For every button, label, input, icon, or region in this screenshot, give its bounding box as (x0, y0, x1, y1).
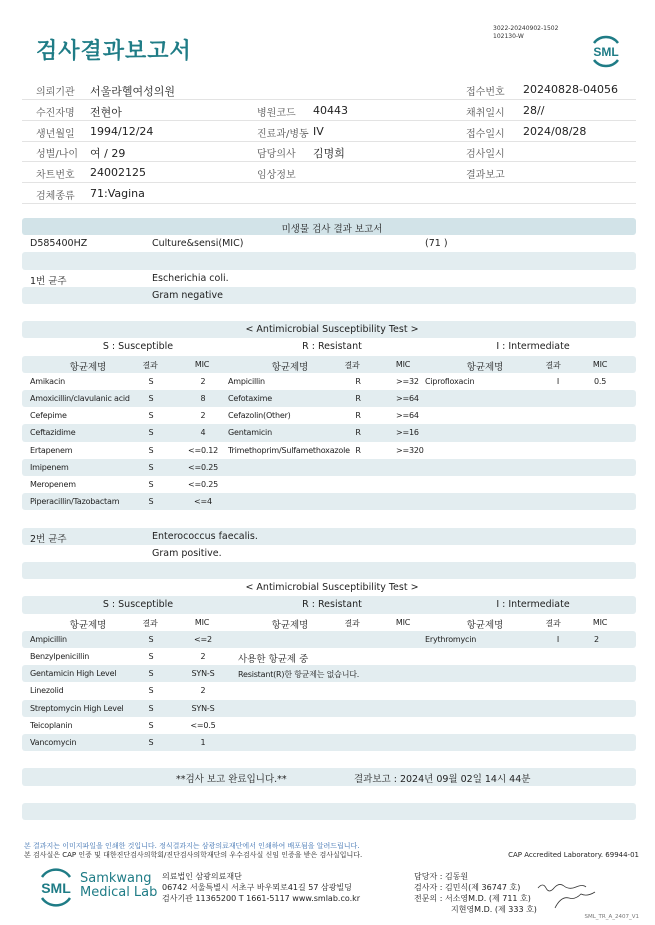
test-number: (71 ) (425, 238, 448, 250)
mic-value: 2 (594, 634, 599, 644)
test-row (22, 235, 636, 252)
doc-code-2: 102130-W (493, 33, 524, 40)
susceptibility-result: I (556, 634, 560, 644)
address-line: 의료법인 삼광의료재단 (162, 872, 242, 881)
note-text: Resistant(R)한 항균제는 없습니다. (238, 670, 360, 680)
field-label: 검사일시 (466, 149, 505, 161)
column-header-mic: MIC (194, 359, 210, 369)
susceptibility-result: S (148, 428, 154, 438)
ast-table-row (22, 734, 636, 751)
svg-text:SML: SML (593, 45, 619, 59)
mic-value: >=16 (396, 428, 419, 438)
field-value: 20240828-04056 (523, 83, 618, 96)
test-code: D585400HZ (30, 238, 88, 250)
isolate-label: 2번 균주 (30, 533, 67, 545)
susceptibility-result: S (148, 445, 154, 455)
column-header-mic: MIC (395, 617, 411, 627)
field-label: 의뢰기관 (36, 87, 75, 98)
column-header-drug: 항균제명 (69, 361, 107, 373)
susceptibility-result: S (148, 634, 154, 644)
drug-name: Piperacillin/Tazobactam (30, 497, 120, 507)
susceptibility-result: R (355, 394, 361, 403)
info-row (22, 79, 636, 100)
address-block (162, 871, 360, 904)
field-label: 결과보고 (466, 170, 505, 182)
column-header-result: 결과 (344, 360, 360, 370)
ast-table-row (22, 424, 636, 441)
spacer-row (22, 803, 636, 820)
susceptibility-result: S (148, 686, 154, 696)
ast-table-row (22, 407, 636, 424)
drug-name: Ciprofloxacin (425, 376, 475, 386)
sml-logo-icon (588, 33, 624, 69)
mic-value: 0.5 (594, 376, 607, 386)
form-code: SML_TR_A_2407_V1 (584, 914, 639, 920)
mic-value: 4 (200, 428, 206, 438)
ast-column-header (22, 356, 636, 373)
ast-column-header (22, 614, 636, 631)
drug-name: Vancomycin (30, 738, 77, 747)
mic-value: <=0.12 (187, 445, 219, 455)
staff-block (414, 871, 537, 915)
mic-value: SYN-S (191, 703, 215, 713)
notice-image: 본 결과지는 이미지파일을 인쇄한 것입니다. 정식결과지는 삼광의료재단에서 인쇄하여 배포됨을 알려드립니다. (24, 842, 360, 850)
susceptibility-result: R (355, 445, 361, 455)
column-header-drug: 항균제명 (271, 361, 309, 373)
column-header-drug: 항균제명 (466, 361, 504, 373)
susceptibility-result: R (355, 376, 361, 386)
mic-value: >=64 (396, 394, 419, 403)
field-value: IV (313, 124, 324, 138)
field-value: 40443 (313, 103, 348, 117)
field-value: 전현아 (90, 105, 122, 119)
drug-name: Cefazolin(Other) (228, 411, 291, 421)
ast-table-row (22, 476, 636, 493)
mic-value: >=64 (396, 411, 419, 421)
organism-name: Escherichia coli. (152, 272, 229, 284)
drug-name: Erythromycin (425, 634, 477, 644)
gram-row (22, 545, 636, 562)
drug-name: Ertapenem (30, 445, 73, 455)
column-header-mic: MIC (592, 359, 608, 369)
field-value: 24002125 (90, 166, 146, 180)
column-header-drug: 항균제명 (69, 619, 107, 631)
mic-value: 2 (200, 652, 206, 661)
mic-value: 2 (200, 686, 206, 696)
column-header-drug: 항균제명 (271, 619, 309, 631)
column-header-mic: MIC (395, 359, 411, 369)
drug-name: Amikacin (30, 376, 65, 386)
ast-title: < Antimicrobial Susceptibility Test > (245, 582, 419, 594)
ast-table-row (22, 493, 636, 510)
field-label: 진료과/병동 (257, 128, 309, 140)
field-label: 임상정보 (257, 170, 296, 182)
brand-line-2: Medical Lab (80, 885, 158, 900)
spacer-row (22, 562, 636, 579)
brand-name (80, 872, 157, 900)
info-row (22, 162, 636, 183)
column-header-result: 결과 (142, 618, 158, 628)
column-header-drug: 항균제명 (466, 619, 504, 631)
drug-name: Teicoplanin (30, 720, 73, 730)
drug-name: Cefotaxime (228, 394, 272, 403)
signature-icon (535, 880, 605, 910)
susceptibility-result: S (148, 394, 154, 403)
susceptibility-result: S (148, 669, 154, 679)
spacer-row (22, 786, 636, 803)
susceptibility-result: S (148, 652, 154, 661)
gram-stain: Gram negative (152, 289, 223, 301)
drug-name: Amoxicillin/clavulanic acid (30, 394, 130, 403)
notice-cap: 본 검사실은 CAP 인증 및 대한진단검사의학회/진단검사의학재단의 우수검사실 신임 인증을 받은 검사실입니다. (24, 851, 363, 859)
mic-value: <=4 (194, 497, 212, 507)
isolate-row (22, 270, 636, 287)
field-label: 채취일시 (466, 107, 505, 119)
staff-line: 지현영M.D. (제 333 호) (451, 905, 537, 914)
spacer-row (22, 820, 636, 837)
column-header-mic: MIC (592, 617, 608, 627)
ast-table-row (22, 700, 636, 717)
field-label: 접수일시 (466, 128, 505, 140)
ast-title-row (22, 321, 636, 338)
susceptibility-result: S (148, 738, 154, 747)
legend-intermediate: I : Intermediate (496, 341, 570, 353)
field-label: 담당의사 (257, 149, 296, 161)
field-value: 28// (523, 103, 545, 117)
column-header-result: 결과 (344, 618, 360, 628)
page-title: 검사결과보고서 (36, 39, 192, 64)
drug-name: Ceftazidime (30, 428, 76, 438)
ast-title: < Antimicrobial Susceptibility Test > (245, 324, 419, 336)
test-name: Culture&sensi(MIC) (152, 238, 244, 250)
mic-value: <=2 (194, 634, 212, 644)
field-value: 71:Vagina (90, 187, 145, 200)
ast-table-row (22, 631, 636, 648)
ast-table-row (22, 682, 636, 699)
field-label: 검체종류 (36, 191, 75, 202)
legend-row (22, 596, 636, 613)
column-header-mic: MIC (194, 617, 210, 627)
cap-accreditation: CAP Accredited Laboratory. 69944-01 (508, 851, 639, 859)
spacer-row (22, 252, 636, 269)
field-value: 2024/08/28 (523, 124, 587, 138)
ast-table-row (22, 373, 636, 390)
doc-code (493, 25, 558, 41)
legend-row (22, 338, 636, 355)
sml-footer-logo-icon (36, 866, 76, 908)
report-complete: **검사 보고 완료입니다.** (176, 774, 287, 786)
field-value: 김명희 (313, 147, 345, 161)
field-label: 병원코드 (257, 107, 296, 119)
field-label: 접수번호 (466, 87, 505, 98)
gram-row (22, 287, 636, 304)
field-label: 차트번호 (36, 170, 75, 182)
staff-line: 담당자 : 김동원 (414, 872, 469, 881)
address-line: 검사기관 11365200 T 1661-5117 www.smlab.co.kr (162, 894, 361, 903)
ast-table-row (22, 717, 636, 734)
field-label: 수진자명 (36, 107, 75, 119)
drug-name: Trimethoprim/Sulfamethoxazole (228, 445, 350, 455)
svg-text:SML: SML (41, 880, 71, 896)
drug-name: Ampicillin (228, 376, 265, 386)
ast-table-row (22, 665, 636, 682)
drug-name: Cefepime (30, 411, 67, 421)
legend-susceptible: S : Susceptible (102, 341, 174, 353)
field-label: 성별/나이 (36, 149, 79, 161)
susceptibility-result: S (148, 720, 154, 730)
section-title: 미생물 검사 결과 보고서 (281, 224, 383, 235)
susceptibility-result: R (355, 428, 361, 438)
mic-value: >=320 (396, 445, 424, 455)
ast-table-row (22, 648, 636, 665)
mic-value: 2 (200, 411, 206, 421)
column-header-result: 결과 (142, 360, 158, 370)
brand-line-1: Samkwang (80, 871, 152, 886)
staff-line: 검사자 : 김민식(제 36747 호) (414, 883, 521, 892)
spacer-row (22, 751, 636, 768)
report-time: 결과보고 : 2024년 09월 02일 14시 44분 (354, 774, 531, 786)
legend-intermediate: I : Intermediate (496, 599, 570, 611)
info-row (22, 183, 636, 204)
drug-name: Benzylpenicillin (30, 652, 90, 661)
mic-value: <=0.25 (187, 480, 219, 489)
susceptibility-result: S (148, 497, 154, 507)
mic-value: 1 (200, 738, 206, 747)
field-label: 생년월일 (36, 128, 75, 140)
susceptibility-result: S (148, 376, 154, 386)
drug-name: Ampicillin (30, 634, 67, 644)
field-value: 여 / 29 (90, 147, 126, 161)
report-section-header (22, 218, 636, 235)
mic-value: <=0.5 (190, 720, 216, 730)
gram-stain: Gram positive. (152, 547, 222, 559)
drug-name: Gentamicin High Level (30, 669, 117, 679)
mic-value: <=0.25 (187, 462, 219, 472)
column-header-result: 결과 (545, 360, 561, 370)
completion-row (22, 768, 636, 785)
susceptibility-result: I (556, 376, 560, 386)
staff-line: 전문의 : 서소영M.D. (제 711 호) (414, 894, 531, 903)
organism-name: Enterococcus faecalis. (152, 530, 258, 542)
info-row (22, 121, 636, 142)
legend-resistant: R : Resistant (302, 341, 362, 353)
doc-code-1: 3022-20240902-1502 (493, 25, 559, 32)
ast-title-row (22, 579, 636, 596)
drug-name: Linezolid (30, 686, 64, 696)
drug-name: Streptomycin High Level (30, 703, 124, 713)
mic-value: 8 (200, 394, 206, 403)
field-value: 서울라헬여성의원 (90, 85, 176, 98)
field-value: 1994/12/24 (90, 124, 154, 138)
info-row (22, 100, 636, 121)
spacer-row (22, 304, 636, 321)
mic-value: 2 (200, 376, 206, 386)
column-header-result: 결과 (545, 618, 561, 628)
drug-name: Meropenem (30, 480, 76, 489)
drug-name: Imipenem (30, 462, 69, 472)
mic-value: SYN-S (191, 669, 215, 679)
info-row (22, 141, 636, 162)
spacer-row (22, 510, 636, 527)
susceptibility-result: R (355, 411, 361, 421)
isolate-row (22, 528, 636, 545)
susceptibility-result: S (148, 703, 154, 713)
isolate-label: 1번 균주 (30, 275, 67, 287)
ast-table-row (22, 459, 636, 476)
address-line: 06742 서울특별시 서초구 바우뫼로41길 57 삼광빌딩 (162, 883, 352, 892)
ast-table-row (22, 390, 636, 407)
ast-table-row (22, 442, 636, 459)
susceptibility-result: S (148, 462, 154, 472)
susceptibility-result: S (148, 411, 154, 421)
legend-resistant: R : Resistant (302, 599, 362, 611)
mic-value: >=32 (396, 376, 419, 386)
legend-susceptible: S : Susceptible (102, 599, 174, 611)
susceptibility-result: S (148, 480, 154, 489)
note-text: 사용한 항균제 중 (238, 654, 309, 665)
drug-name: Gentamicin (228, 428, 272, 438)
